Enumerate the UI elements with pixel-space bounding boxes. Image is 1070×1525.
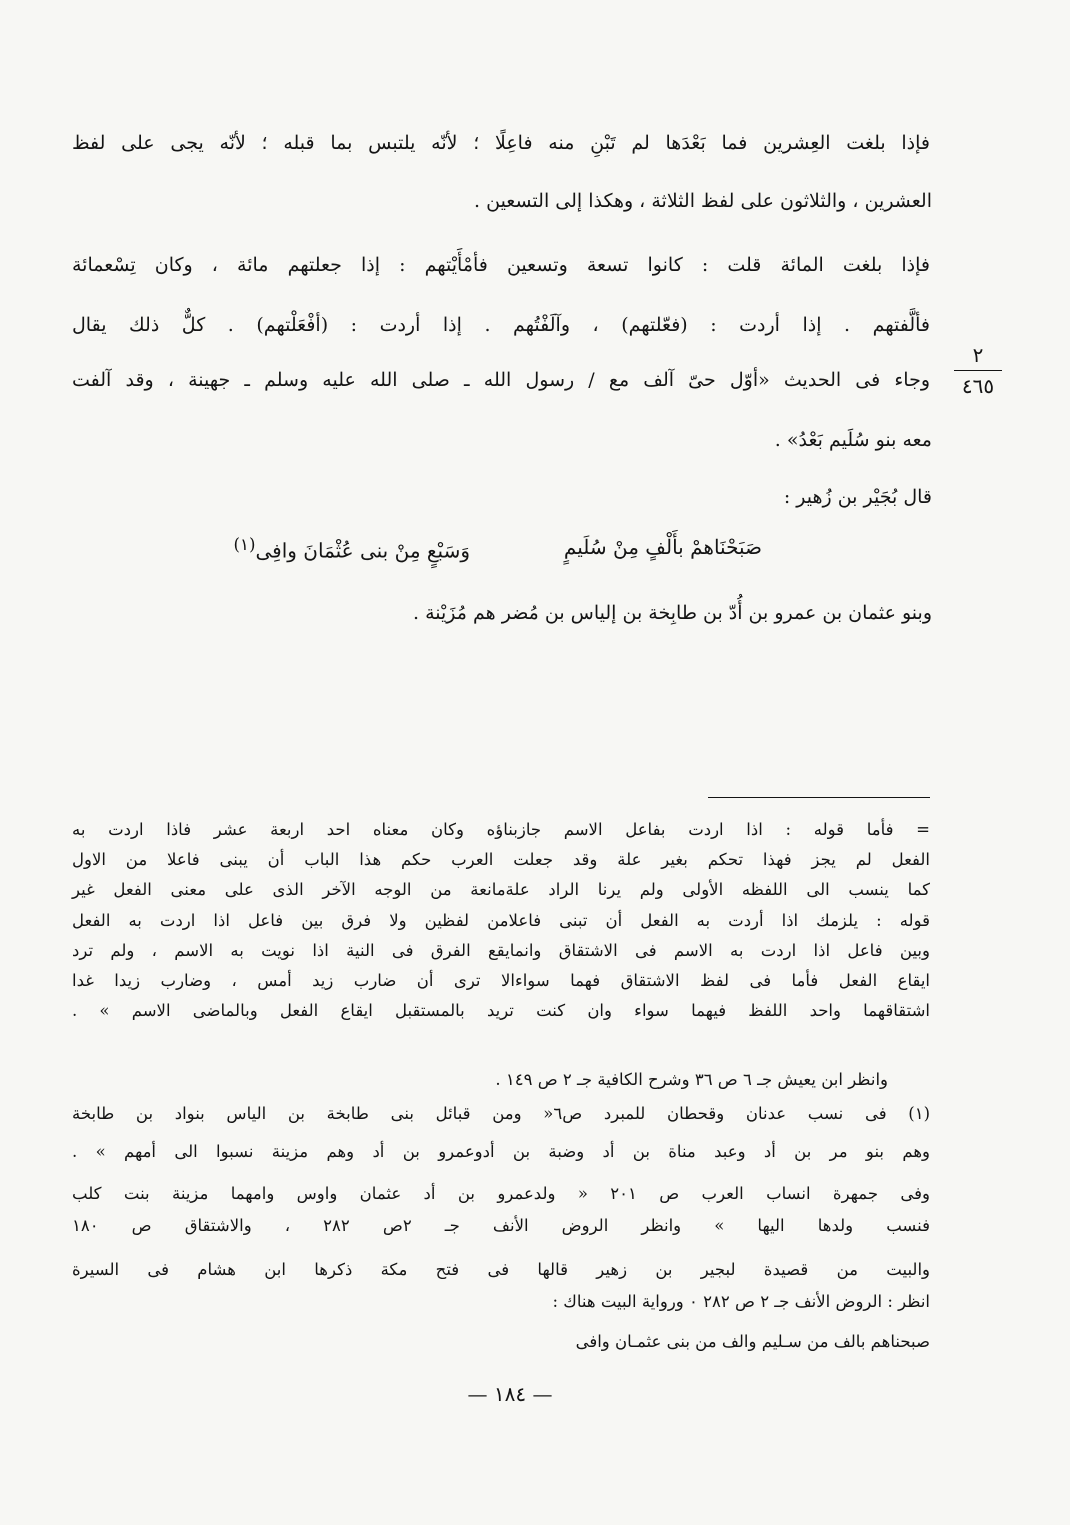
footnote-verse: صبحناهم بالف من سـليم والف من بنى عثمـان وافى	[575, 1332, 930, 1351]
text-line-3: فإذا بلغت المائة قلت : كانوا تسعة وتسعين فأمْأَيْتهم : إذا جعلتهم مائة ، وكان تِسْعمائة	[72, 254, 930, 276]
text-line-7: قال بُجَيْر بن زُهير :	[783, 486, 932, 508]
text-line-6: معه بنو سُلَيم بَعْدُ» .	[774, 429, 932, 451]
verse-second-hemistich	[234, 535, 470, 563]
margin-ref-top: ٢	[972, 343, 984, 367]
text-line-5: وجاء فى الحديث «أوّل حىّ آلف مع / رسول الله ـ صلى الله عليه وسلم ـ جهينة ، وقد آلفت	[72, 369, 930, 391]
margin-ref-bottom: ٤٦٥	[961, 374, 995, 398]
footnote-line: الفعل لم يجز فهذا تحكم بغير علة وقد جعلت العرب حكم هذا الباب أن يبنى فاعلا من الاول	[72, 850, 930, 869]
footnote-line: وانظر ابن يعيش جـ ٦ ص ٣٦ وشرح الكافية جـ ٢ ص ١٤٩ .	[495, 1070, 888, 1089]
footnote-line: وبين فاعل اذا اردت به الاسم فى الاشتقاق وانمايقع الفرق فى النية اذا نويت به الاسم ، ولم ترد	[72, 941, 930, 960]
margin-reference	[950, 342, 1006, 399]
footnote-line: كما ينسب الى اللفظه الأولى ولم يرنا الراد علةمانعة من الوجه الآخر الذى على معنى الفعل غير	[72, 880, 930, 899]
footnote-line: وهم بنو مر بن أد وعبد مناة بن أد وضبة بن أدوعمرو بن أد وهم مزينة نسبوا الى أمهم » .	[72, 1142, 930, 1161]
footnote-line: وفى جمهرة انساب العرب ص ٢٠١ « ولدعمرو بن أد عثمان واوس وامهما مزينة بنت كلب	[72, 1184, 930, 1203]
page-number: — ١٨٤ —	[467, 1382, 553, 1406]
footnote-line: فنسب ولدها اليها » وانظر الروض الأنف جـ ٢ص ٢٨٢ ، والاشتقاق ص ١٨٠	[72, 1216, 930, 1235]
margin-ref-rule	[954, 370, 1002, 371]
footnote-line: والبيت من قصيدة لبجير بن زهير قالها فى فتح مكة ذكرها ابن هشام فى السيرة	[72, 1260, 930, 1279]
footnote-line: قوله : يلزمك اذا أردت به الفعل أن تبنى فاعلامن لفظين ولا فرق بين فاعل اذا اردت به الفعل	[72, 911, 930, 930]
footnote-marker: (١)	[233, 535, 256, 554]
footnote-divider	[708, 797, 930, 798]
text-line-8: وبنو عثمان بن عمرو بن أُدّ بن طابِخة بن إلياس بن مُضر هم مُزَيْنة .	[413, 602, 932, 624]
verse-first-hemistich: صَبَحْنَاهمْ بأَلْفٍ مِنْ سُلَيمٍ	[563, 535, 762, 559]
footnote-line: = فأما قوله : اذا اردت بفاعل الاسم جازبناؤه وكان معناه احد اربعة عشر فاذا اردت به	[72, 820, 930, 839]
text-line-1: فإذا بلغت العِشرين فما بَعْدَها لم تَبْنِ منه فاعِلًا ؛ لأنّه يلتبس بما قبله ؛ لأنّه يجى على لفظ	[72, 132, 930, 154]
footnote-line: انظر : الروض الأنف جـ ٢ ص ٢٨٢ ٠ ورواية البيت هناك :	[552, 1292, 930, 1311]
text-line-4: فألَّفتهم . إذا أردت : (فعّلتهم) ، وآلَفْتُهم . إذا أردت : (أفْعَلْتهم) . كلٌّ ذلك يقال	[72, 314, 930, 336]
footnote-line: اشتقاقهما واحد اللفظ فيهما سواء وان كنت تريد بالمستقبل ايقاع الفعل وبالماضى الاسم » .	[72, 1001, 930, 1020]
text-line-2: العشرين ، والثلاثون على لفظ الثلاثة ، وهكذا إلى التسعين .	[474, 190, 932, 212]
verse-second-text: وَسَبْعٍ مِنْ بنى عُثْمَانَ وافِى	[255, 538, 470, 563]
footnote-line: (١) فى نسب عدنان وقحطان للمبرد ص٦« ومن قبائل بنى طابخة بن الياس بنواد بن طابخة	[72, 1104, 930, 1123]
footnote-line: ايقاع الفعل فأما فى لفظ الاشتقاق فهما سواءالا ترى أن ضارب زيد أمس ، وضارب زيدا غدا	[72, 971, 930, 990]
